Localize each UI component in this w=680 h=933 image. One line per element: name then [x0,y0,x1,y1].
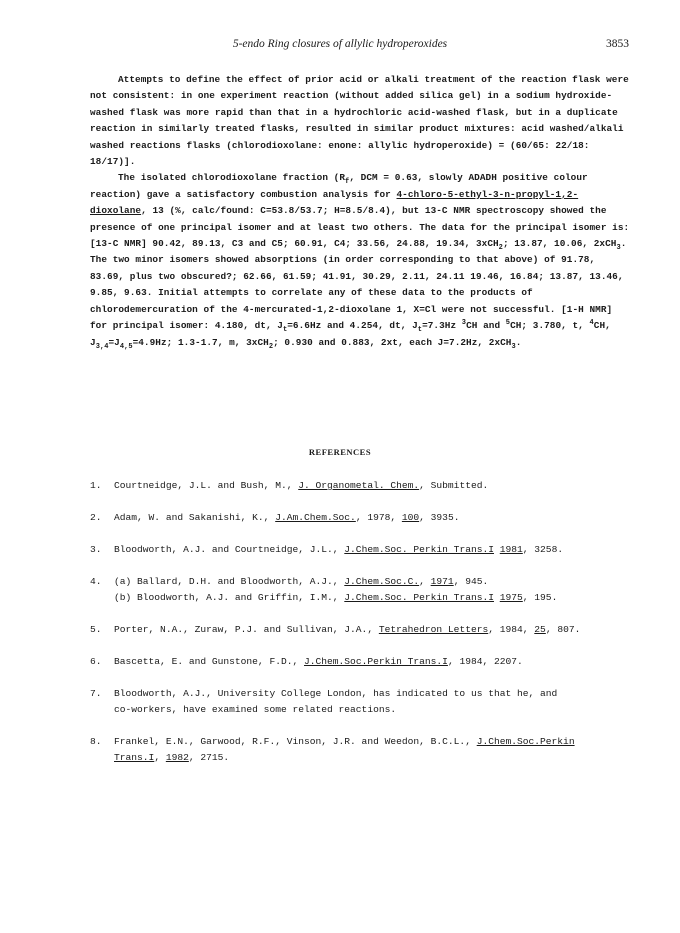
p2-text-e: . The two minor isomers showed absorptions (in order corresponding to that above) of 91.78, 83.69, plus two obscured?; 62.66, 61.59; 41.91, 30.29, 2.11, 24.11 19.46, 16.84; 13.87, 13.46, 9.85, 9.63. Initial attempts to correlate any of these data to the products of chlorodemercuration of the 4-mercurated-1,2-dioxolane 1, X=Cl were not successful. [1-H NMR] for principal isomer: 4.180, dt, J [90,238,627,332]
p2-text-m: ; 0.930 and 0.883, 2xt, each J=7.2Hz, 2xCH [273,336,512,348]
p2-sub-j: 3,4 [95,342,109,351]
reference-line [114,542,650,558]
p2-text-d: ; 13.87, 10.06, 2xCH [502,238,617,250]
p2-text-c: , 13 (%, calc/found: C=53.8/53.7; H=8.5/8.4), but 13-C NMR spectroscopy showed the presence of one principal isomer and at least two others. The data for the principal isomer is: [13-C NMR] 90.42, 89.13, C3 and C5; 60.91, C4; 33.56, 24.88, 19.34, 3xCH [90,205,630,250]
p2-sub-a: f [345,178,350,187]
reference-journal: Tetrahedron Letters [378,624,489,635]
reference-authors: Adam, W. and Sakanishi, K., [114,512,276,523]
reference-tail: , 3258. [522,544,564,555]
p2-sub-e: t [282,325,288,334]
reference-year: 1982 [165,752,189,763]
reference-authors: Bloodworth, A.J. and Courtneidge, J.L., [114,544,345,555]
running-head-title-rest: Ring closures of allylic hydroperoxides [264,38,448,50]
p2-text-b: , DCM = 0.63, slowly ADADH positive colour reaction) gave a satisfactory combustion analysis for [90,172,588,200]
p2-sup-h: 5 [505,318,511,327]
reference-authors: (a) Ballard, D.H. and Bloodworth, A.J., [114,576,345,587]
reference-journal: J.Am.Chem.Soc. [275,512,356,523]
reference-8 [90,734,650,766]
references-heading: REFERENCES [308,447,372,457]
compound-name: 4-chloro-5-ethyl-3-n-propyl-1,2-dioxolane [90,188,579,217]
p2-text-n: . [515,336,522,348]
reference-tail: , 2715. [188,752,230,763]
p2-text-a: The isolated chlorodioxolane fraction (R [118,172,346,184]
reference-tail: , 807. [545,624,581,635]
paragraph-acid-alkali [90,72,630,170]
body-text [90,72,630,351]
p2-text-k: =J [108,336,120,348]
paragraph-chlorodioxolane [90,170,630,350]
reference-year: 1981 [499,544,523,555]
p2-text-h: CH and [466,320,506,332]
reference-authors: Courtneidge, J.L. and Bush, M., [114,480,299,491]
reference-journal-cont: Trans.I [114,752,155,763]
reference-7 [90,686,650,718]
reference-line-b [114,750,650,766]
running-head-title-prefix: 5-endo [232,38,265,50]
p2-text-f: =6.6Hz and 4.254, dt, J [287,320,418,332]
reference-journal: J.Chem.Soc.Perkin Trans.I [304,656,448,667]
reference-tail: , 945. [453,576,489,587]
reference-year: , 1978, [355,512,402,523]
reference-1 [90,478,650,494]
reference-year: , 1984, [488,624,535,635]
reference-tail: , 195. [522,592,558,603]
reference-number: 6. [90,656,102,667]
p2-sub-k: 4,5 [119,342,133,351]
page-number: 3853 [606,38,629,50]
p2-sub-l: 2 [268,342,274,351]
reference-authors: Porter, N.A., Zuraw, P.J. and Sullivan, J.A., [114,624,379,635]
reference-journal: J.Chem.Soc.C. [344,576,420,587]
p2-text-j: CH, J [90,320,611,348]
references-list [90,478,650,782]
reference-volume: 25 [534,624,546,635]
reference-journal: J.Chem.Soc.Perkin [476,736,575,747]
reference-number: 3. [90,544,102,555]
reference-5 [90,622,650,638]
reference-tail: , Submitted. [419,480,489,491]
p2-text-i: CH; 3.780, t, [510,320,590,332]
reference-journal: J. Organometal. Chem. [298,480,420,491]
reference-volume: 100 [401,512,420,523]
reference-number: 7. [90,688,102,699]
reference-number: 8. [90,736,102,747]
reference-3 [90,542,650,558]
reference-4 [90,574,650,606]
reference-year: 1975 [499,592,523,603]
reference-6 [90,654,650,670]
reference-line-b [114,590,650,606]
reference-line [114,654,650,670]
paragraph-acid-alkali-text: Attempts to define the effect of prior acid or alkali treatment of the reaction flask were not consistent: in one experiment reaction (without added silica gel) in a sodium hydroxide-washed flask was more rapid than that in a hydrochloric acid-washed flask, but in a duplicate reaction in similarly treated flasks, resulted in similar product mixtures: acid washed/alkali washed reactions flasks (chlorodioxolane: enone: allylic hydroperoxide) = (60/65: 22/18: 18/17)]. [90,74,629,168]
reference-tail: , 1984, 2207. [447,656,523,667]
p2-sub-m: 3 [511,342,516,351]
reference-sep: , [154,752,166,763]
reference-number: 4. [90,576,102,587]
reference-line [114,510,650,526]
reference-authors: Bascetta, E. and Gunstone, F.D., [114,656,304,667]
reference-number: 2. [90,512,102,523]
reference-line-a: Bloodworth, A.J., University College London, has indicated to us that he, and [114,688,558,699]
p2-text-g: =7.3Hz [422,320,462,332]
reference-line-b: co-workers, have examined some related reactions. [114,704,397,715]
reference-journal: J.Chem.Soc. Perkin Trans.I [344,544,494,555]
reference-year: 1971 [430,576,454,587]
reference-authors: (b) Bloodworth, A.J. and Griffin, I.M., [114,592,345,603]
running-head-title [0,38,680,50]
reference-2 [90,510,650,526]
reference-tail: , 3935. [419,512,460,523]
reference-line-a [114,734,650,750]
p2-sup-g: 3 [461,318,467,327]
reference-line [114,622,650,638]
reference-line [114,478,650,494]
reference-sep: , [419,576,431,587]
p2-sub-f: t [417,325,423,334]
running-head [0,38,680,54]
p2-text-l: =4.9Hz; 1.3-1.7, m, 3xCH [132,336,269,348]
p2-sup-i: 4 [589,318,594,327]
reference-line-a [114,574,650,590]
reference-number: 1. [90,480,102,491]
p2-sub-c: 2 [498,243,503,252]
reference-number: 5. [90,624,102,635]
reference-authors: Frankel, E.N., Garwood, R.F., Vinson, J.R. and Weedon, B.C.L., [114,736,477,747]
reference-journal: J.Chem.Soc. Perkin Trans.I [344,592,494,603]
p2-sub-d: 3 [616,243,621,252]
